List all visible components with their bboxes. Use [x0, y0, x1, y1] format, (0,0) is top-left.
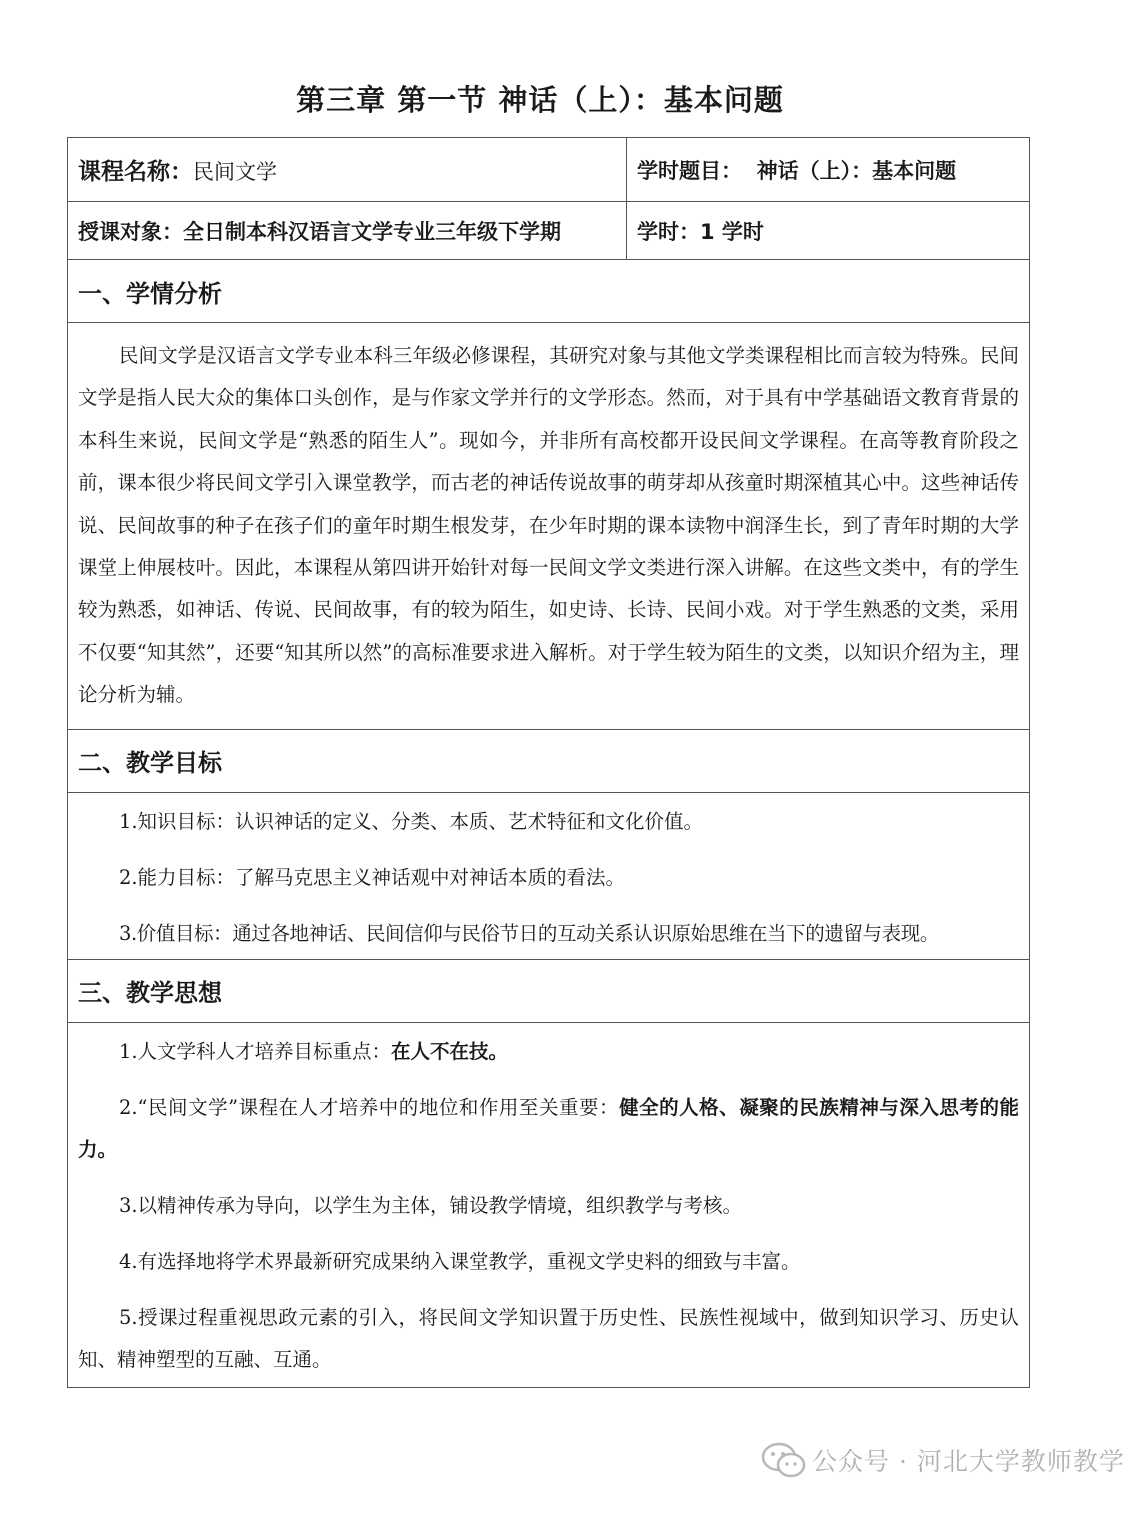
wechat-icon [760, 1440, 808, 1480]
philosophy-item-2 [78, 1087, 1019, 1171]
topic-cell [627, 138, 1030, 202]
philosophy-item-2-text: 2.“民间文学”课程在人才培养中的地位和作用至关重要： [118, 1095, 620, 1119]
course-name-label: 课程名称： [78, 159, 193, 185]
analysis-paragraph: 民间文学是汉语言文学专业本科三年级必修课程，其研究对象与其他文学类课程相比而言较为特殊。民间文学是指人民大众的集体口头创作，是与作家文学并行的文学形态。然而，对于具有中学基础语文教育背景的本科生来说，民间文学是“熟悉的陌生人”。现如今，并非所有高校都开设民间文学课程。在高等教育阶段之前，课本很少将民间文学引入课堂教学，而古老的神话传说故事的萌芽却从孩童时期深植其心中。这些神话传说、民间故事的种子在孩子们的童年时期生根发芽，在少年时期的课本读物中润泽生长，到了青年时期的大学课堂上伸展枝叶。因此，本课程从第四讲开始针对每一民间文学文类进行深入讲解。在这些文类中，有的学生较为熟悉，如神话、传说、民间故事，有的较为陌生，如史诗、长诗、民间小戏。对于学生熟悉的文类，采用不仅要“知其然”，还要“知其所以然”的高标准要求进入解析。对于学生较为陌生的文类，以知识介绍为主，理论分析为辅。 [78, 344, 1019, 707]
philosophy-item-2-emphasis: 健全的人格、凝聚的民族精神与深入思考的能力。 [78, 1095, 1019, 1161]
philosophy-item-1 [78, 1031, 1019, 1073]
philosophy-item-1-emphasis: 在人不在技。 [391, 1039, 509, 1063]
section-body-objectives [68, 792, 1030, 959]
topic-value: 神话（上）：基本问题 [756, 158, 957, 183]
wechat-watermark [760, 1436, 1125, 1496]
section-heading-philosophy: 三、教学思想 [68, 959, 1030, 1022]
objective-item: 3.价值目标：通过各地神话、民间信仰与民俗节日的互动关系认识原始思维在当下的遗留与表现。 [118, 921, 939, 945]
philosophy-item-4: 4.有选择地将学术界最新研究成果纳入课堂教学，重视文学史料的细致与丰富。 [118, 1249, 801, 1273]
watermark-text: 公众号 · 河北大学教师教学 [812, 1447, 1125, 1476]
audience-cell [68, 202, 627, 260]
hours-label: 学时： [637, 219, 700, 244]
philosophy-item-3: 3.以精神传承为导向，以学生为主体，铺设教学情境，组织教学与考核。 [118, 1193, 743, 1217]
section-heading-objectives: 二、教学目标 [68, 729, 1030, 792]
hours-value: 1 学时 [700, 219, 764, 244]
lesson-plan-table [67, 137, 1030, 1388]
objective-item: 1.知识目标：认识神话的定义、分类、本质、艺术特征和文化价值。 [118, 809, 704, 833]
objective-item: 2.能力目标：了解马克思主义神话观中对神话本质的看法。 [118, 865, 626, 889]
section-body-philosophy [68, 1022, 1030, 1387]
philosophy-item-5: 5.授课过程重视思政元素的引入，将民间文学知识置于历史性、民族性视域中，做到知识学习、历史认知、精神塑型的互融、互通。 [78, 1305, 1019, 1371]
course-name-value: 民间文学 [193, 160, 277, 184]
section-body-analysis [68, 323, 1030, 730]
page-title: 第三章 第一节 神话（上）：基本问题 [296, 83, 784, 117]
audience-label: 授课对象： [78, 219, 183, 244]
topic-label: 学时题目： [637, 158, 742, 183]
hours-cell [627, 202, 1030, 260]
section-heading-analysis: 一、学情分析 [68, 260, 1030, 323]
course-name-cell [68, 138, 627, 202]
philosophy-item-1-text: 1.人文学科人才培养目标重点： [118, 1039, 392, 1063]
audience-value: 全日制本科汉语言文学专业三年级下学期 [183, 219, 561, 244]
